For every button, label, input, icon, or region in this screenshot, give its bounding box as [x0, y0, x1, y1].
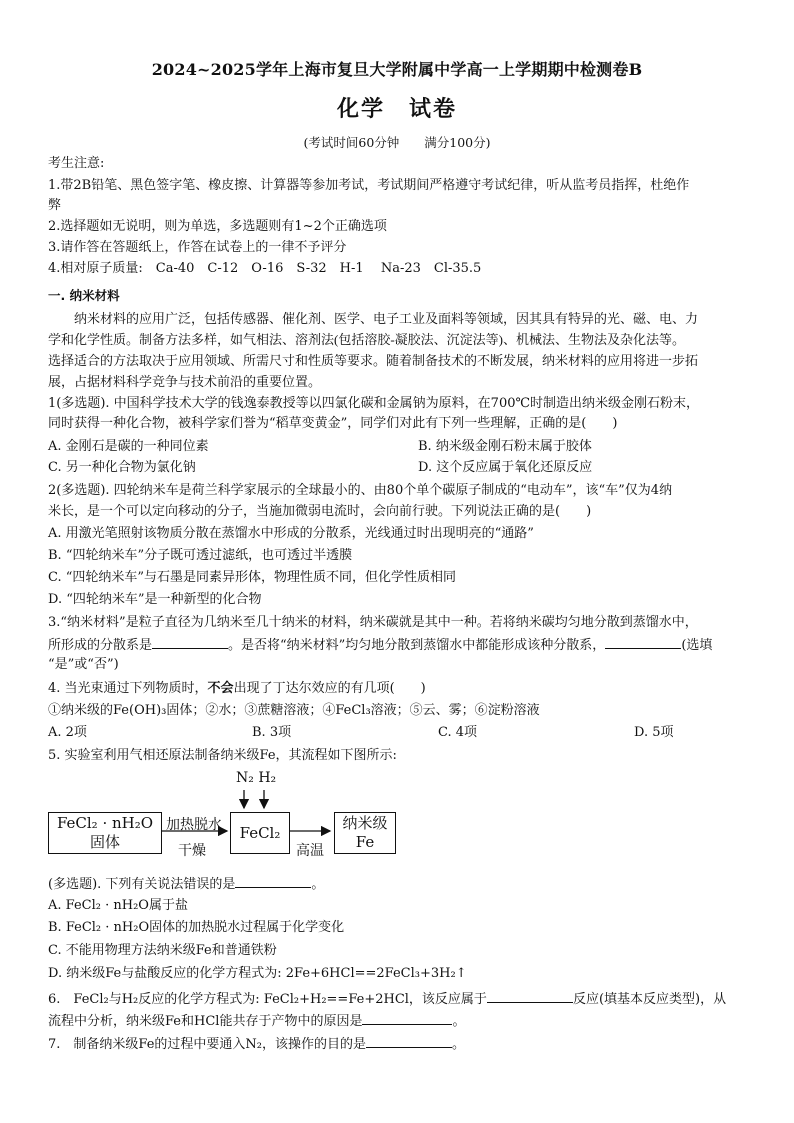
q2-option-a: A. 用激光笔照射该物质分散在蒸馏水中形成的分散系，光线通过时出现明亮的“通路” — [48, 526, 534, 541]
flow-step2-bottom: 高温 — [296, 843, 324, 859]
q2-option-c: C. “四轮纳米车”与石墨是同素异形体，物理性质不同，但化学性质相同 — [48, 570, 457, 585]
q4-option-b: B. 3项 — [252, 725, 292, 740]
q2-option-d: D. “四轮纳米车”是一种新型的化合物 — [48, 592, 262, 607]
notice-item: 3.请作答在答题纸上，作答在试卷上的一律不予评分 — [48, 240, 347, 255]
q3-text: 所形成的分散系是 — [48, 638, 153, 653]
q4-emphasis: 不会 — [207, 681, 234, 696]
q1-option-d: D. 这个反应属于氧化还原反应 — [418, 460, 593, 475]
q5-option-d: D. 纳米级Fe与盐酸反应的化学方程式为: 2Fe+6HCl==2FeCl₃+3H₂↑ — [48, 966, 467, 981]
answer-blank[interactable] — [605, 634, 681, 649]
flow-box-fecl2 — [230, 812, 290, 854]
q5-option-b: B. FeCl₂ · nH₂O固体的加热脱水过程属于化学变化 — [48, 920, 345, 935]
notice-item: 1.带2B铅笔、黑色签字笔、橡皮擦、计算器等参加考试，考试期间严格遵守考试纪律，听从监考员指挥，杜绝作 — [48, 178, 690, 193]
answer-blank[interactable] — [362, 1010, 452, 1025]
q4-option-c: C. 4项 — [438, 725, 478, 740]
q2-option-b: B. “四轮纳米车”分子既可透过滤纸，也可透过半透膜 — [48, 548, 353, 563]
q5-text: 。 — [311, 877, 325, 892]
q6-text: 流程中分析，纳米级Fe和HCl能共存于产物中的原因是 — [48, 1014, 363, 1029]
answer-blank[interactable] — [235, 873, 311, 888]
q5-stem: 5. 实验室利用气相还原法制备纳米级Fe，其流程如下图所示: — [48, 748, 397, 763]
q3-stem: “是”或“否”) — [48, 657, 119, 672]
intro-line: 学和化学性质。制备方法多样，如气相法、溶剂法(包括溶胶-凝胶法、沉淀法等)、机械法、生物法及杂化法等。 — [48, 332, 685, 347]
q4-text: 4. 当光束通过下列物质时， — [48, 681, 208, 696]
answer-blank[interactable] — [152, 634, 228, 649]
exam-title: 2024~2025学年上海市复旦大学附属中学高一上学期期中检测卷B — [151, 60, 643, 79]
q1-option-c: C. 另一种化合物为氯化钠 — [48, 460, 196, 475]
q6-stem-line1 — [48, 988, 726, 1010]
q5-option-c: C. 不能用物理方法纳米级Fe和普通铁粉 — [48, 943, 277, 958]
q6-text: 。 — [452, 1014, 466, 1029]
notice-item: 弊 — [48, 198, 62, 213]
q7-text: 7. 制备纳米级Fe的过程中要通入N₂，该操作的目的是 — [48, 1037, 366, 1052]
q3-stem-line2 — [48, 634, 712, 656]
q5-sub-stem — [48, 873, 324, 895]
flow-box-reactant — [48, 812, 162, 854]
notice-heading: 考生注意: — [48, 156, 105, 171]
q4-text: 出现了丁达尔效应的有几项( ) — [233, 681, 426, 696]
q6-text: 反应(填基本反应类型)，从 — [572, 992, 727, 1007]
section-heading: 一. 纳米材料 — [48, 288, 120, 303]
notice-item: 2.选择题如无说明，则为单选，多选题则有1~2个正确选项 — [48, 219, 387, 234]
q1-option-a: A. 金刚石是碳的一种同位素 — [48, 439, 209, 454]
q3-stem: 3.“纳米材料”是粒子直径为几纳米至几十纳米的材料，纳米碳就是其中一种。若将纳米碳均匀地分散到蒸馏水中， — [48, 615, 698, 630]
q3-text: 。是否将“纳米材料”均匀地分散到蒸馏水中都能形成该种分散系， — [228, 638, 606, 653]
exam-info: (考试时间60分钟 满分100分) — [303, 135, 491, 150]
subject-title: 化学 试卷 — [336, 96, 457, 122]
intro-line: 展，占据材料科学竞争与技术前沿的重要位置。 — [48, 374, 322, 389]
q2-stem: 2(多选题). 四轮纳米车是荷兰科学家展示的全球最小的、由80个单个碳原子制成的“电动车”，该“车”仅为4纳 — [48, 483, 673, 498]
answer-blank[interactable] — [366, 1033, 452, 1048]
q5-option-a: A. FeCl₂ · nH₂O属于盐 — [48, 898, 188, 913]
q1-option-b: B. 纳米级金刚石粉末属于胶体 — [418, 439, 592, 454]
flow-gases-label: N₂ H₂ — [236, 770, 277, 786]
q1-stem: 同时获得一种化合物，被科学家们誉为“稻草变黄金”，同学们对此有下列一些理解，正确的是( ) — [48, 416, 618, 431]
flow-box-text: 纳米级 — [342, 814, 388, 832]
q4-items: ①纳米级的Fe(OH)₃固体；②水；③蔗糖溶液；④FeCl₃溶液；⑤云、雾；⑥淀粉溶液 — [48, 703, 540, 718]
intro-line: 纳米材料的应用广泛，包括传感器、催化剂、医学、电子工业及面料等领域，因其具有特异的光、磁、电、力 — [48, 311, 699, 326]
q5-text: (多选题). 下列有关说法错误的是 — [48, 877, 236, 892]
notice-item: 4.相对原子质量: Ca-40 C-12 O-16 S-32 H-1 Na-23 Cl-35.5 — [48, 261, 482, 276]
q2-stem: 米长，是一个可以定向移动的分子，当施加微弱电流时，会向前行驶。下列说法正确的是( ) — [48, 504, 592, 519]
flow-box-text: FeCl₂ — [239, 823, 281, 842]
q4-stem — [48, 679, 426, 699]
flow-box-text: FeCl₂ · nH₂O — [56, 814, 154, 832]
flow-box-text: Fe — [355, 833, 375, 851]
q6-text: 6. FeCl₂与H₂反应的化学方程式为: FeCl₂+H₂==Fe+2HCl，该反应属于 — [48, 992, 487, 1007]
answer-blank[interactable] — [487, 988, 573, 1003]
q4-option-a: A. 2项 — [48, 725, 87, 740]
q1-stem: 1(多选题). 中国科学技术大学的钱逸泰教授等以四氯化碳和金属钠为原料，在700℃时制造出纳米级金刚石粉末， — [48, 396, 700, 411]
q6-stem-line2 — [48, 1010, 465, 1032]
q7-text: 。 — [452, 1037, 466, 1052]
flow-box-text: 固体 — [89, 833, 120, 851]
q3-text: (选填 — [681, 638, 713, 653]
q4-option-d: D. 5项 — [634, 725, 674, 740]
q7-stem — [48, 1033, 465, 1055]
flow-diagram — [48, 770, 408, 860]
flow-box-product — [334, 812, 396, 854]
flow-step1-top: 加热脱水 — [166, 817, 222, 833]
flow-step1-bottom: 干燥 — [178, 843, 206, 859]
intro-line: 选择适合的方法取决于应用领域、所需尺寸和性质等要求。随着制备技术的不断发展，纳米材料的应用将进一步拓 — [48, 353, 699, 368]
